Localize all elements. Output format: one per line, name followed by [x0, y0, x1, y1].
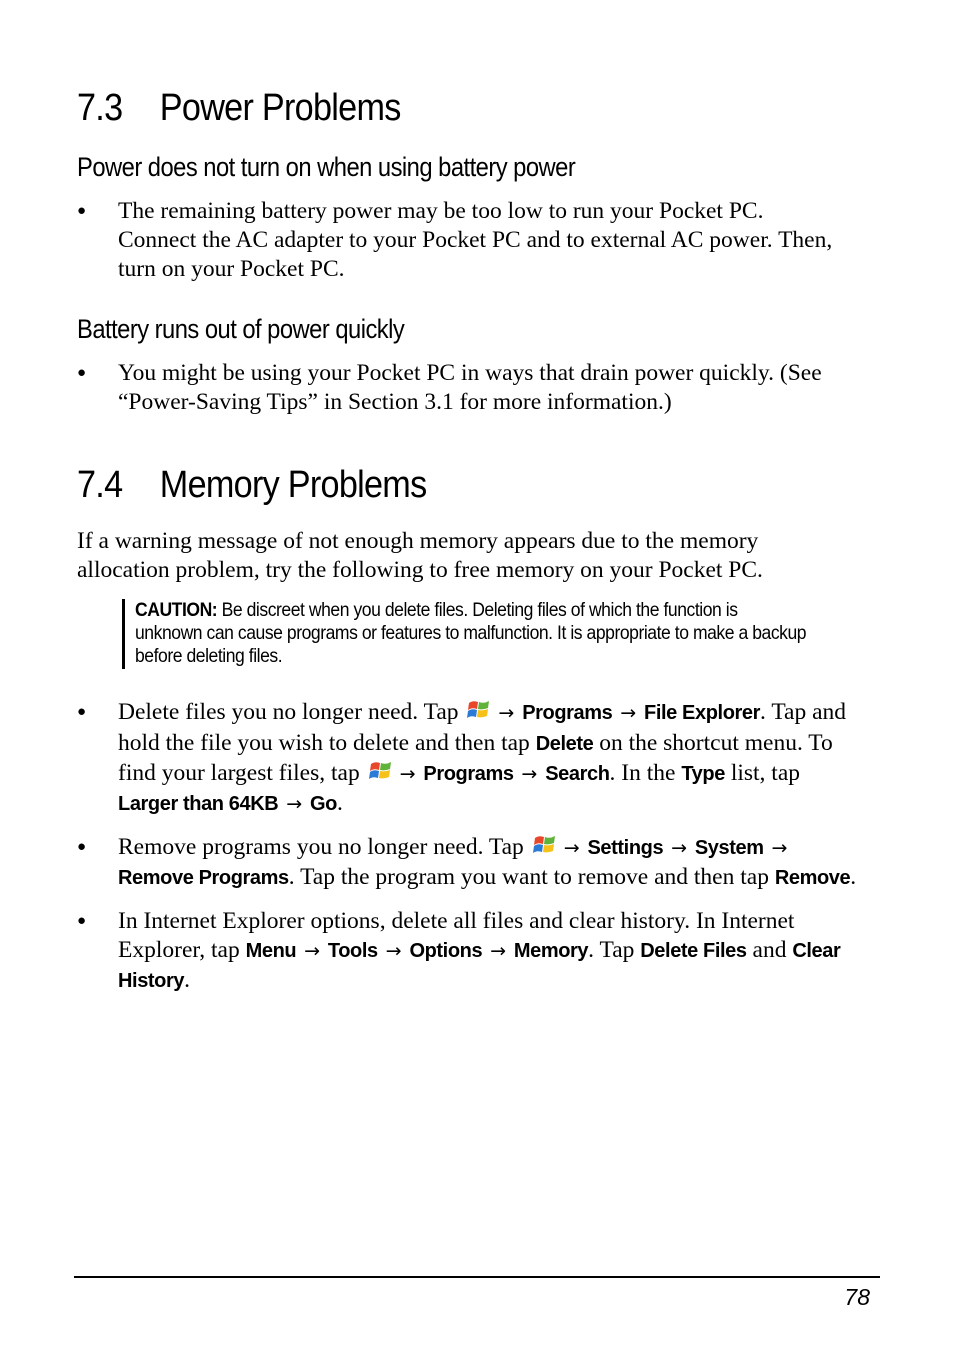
- bullet-text: [118, 359, 882, 417]
- caution-line: unknown can cause programs or features to malfunction. It is appropriate to make a backup: [135, 622, 807, 644]
- bullet-item: [77, 359, 882, 417]
- text-line: [118, 833, 882, 863]
- subheading-battery-drain: Battery runs out of power quickly: [77, 314, 405, 344]
- arrow-icon: →: [620, 702, 637, 724]
- arrow-icon: →: [385, 940, 402, 962]
- bullet-item: [77, 907, 882, 997]
- section-number: 7.4: [77, 464, 123, 506]
- text-line: In Internet Explorer options, delete all files and clear history. In Internet: [118, 908, 795, 934]
- ui-term: Delete Files: [640, 940, 747, 962]
- ui-term: Clear: [792, 940, 841, 962]
- ui-term: Larger than 64KB: [118, 793, 279, 815]
- text-line: The remaining battery power may be too low to run your Pocket PC.: [118, 198, 764, 224]
- page-number: 78: [844, 1284, 870, 1310]
- text-line: [118, 966, 882, 996]
- arrow-icon: →: [521, 763, 538, 785]
- text: . In the: [609, 760, 682, 786]
- section-heading-7-4: [77, 463, 426, 507]
- text-line: turn on your Pocket PC.: [118, 256, 345, 282]
- bullet-item: [77, 698, 882, 820]
- text-line: allocation problem, try the following to free memory on your Pocket PC.: [77, 557, 763, 583]
- section-title: Memory Problems: [159, 464, 427, 506]
- text: Explorer, tap: [118, 937, 246, 963]
- caution-line: before deleting files.: [135, 645, 283, 667]
- windows-flag-icon: [466, 698, 492, 722]
- arrow-icon: →: [304, 940, 321, 962]
- footer-rule: [74, 1276, 880, 1278]
- bullet-text: [118, 833, 882, 893]
- ui-term: Settings: [587, 837, 664, 859]
- ui-term: Go: [309, 793, 337, 815]
- bullet-dot: ●: [77, 203, 87, 219]
- ui-term: Programs: [522, 702, 613, 724]
- text: hold the file you wish to delete and then tap: [118, 730, 536, 756]
- text-line: You might be using your Pocket PC in ways that drain power quickly. (See: [118, 360, 822, 386]
- intro-paragraph: [77, 527, 882, 585]
- bullet-dot: ●: [77, 913, 87, 929]
- text-line: If a warning message of not enough memory appears due to the memory: [77, 528, 759, 554]
- ui-term: System: [694, 837, 764, 859]
- text: on the shortcut menu. To: [593, 730, 833, 756]
- text-line: [118, 698, 882, 729]
- arrow-icon: →: [771, 837, 788, 859]
- text: .: [184, 967, 190, 993]
- text-line: [118, 729, 882, 759]
- section-title: Power Problems: [159, 87, 401, 129]
- bullet-item: [77, 833, 882, 893]
- ui-term: Tools: [327, 940, 378, 962]
- ui-term: Search: [545, 763, 610, 785]
- text: and: [746, 937, 793, 963]
- bullet-item: [77, 197, 882, 284]
- ui-term: Memory: [513, 940, 589, 962]
- bullet-text: [118, 197, 882, 284]
- ui-term: Remove Programs: [118, 867, 289, 889]
- caution-note: [122, 599, 895, 669]
- ui-term: File Explorer: [644, 702, 760, 724]
- text-line: [118, 789, 882, 819]
- arrow-icon: →: [671, 837, 687, 859]
- text-line: [118, 936, 882, 966]
- text-line: “Power-Saving Tips” in Section 3.1 for more information.): [118, 389, 672, 415]
- windows-flag-icon: [532, 833, 558, 857]
- text: . Tap and: [760, 699, 847, 725]
- text: . Tap: [588, 937, 641, 963]
- bullet-text: [118, 698, 882, 819]
- arrow-icon: →: [490, 940, 506, 962]
- arrow-icon: →: [498, 702, 515, 724]
- bullet-dot: ●: [77, 704, 87, 720]
- text: .: [850, 864, 857, 890]
- bullet-dot: ●: [77, 365, 87, 381]
- section-heading-7-3: [77, 86, 401, 130]
- text: list, tap: [724, 760, 801, 786]
- text: .: [336, 790, 343, 816]
- text-line: Connect the AC adapter to your Pocket PC and to external AC power. Then,: [118, 227, 833, 253]
- windows-flag-icon: [368, 759, 394, 783]
- ui-term: Type: [681, 763, 725, 785]
- caution-line: [135, 599, 819, 622]
- section-number: 7.3: [77, 87, 123, 129]
- ui-term: Options: [409, 940, 483, 962]
- ui-term: Programs: [423, 763, 514, 785]
- text: Remove programs you no longer need. Tap: [118, 834, 530, 860]
- text: Delete files you no longer need. Tap: [118, 699, 465, 725]
- ui-term: Delete: [535, 733, 594, 755]
- text: find your largest files, tap: [118, 760, 366, 786]
- text-line: [118, 863, 882, 893]
- ui-term: Remove: [774, 867, 851, 889]
- arrow-icon: →: [286, 793, 303, 815]
- arrow-icon: →: [563, 837, 580, 859]
- bullet-text: [118, 907, 882, 996]
- bullet-dot: ●: [77, 839, 87, 855]
- caution-text: Be discreet when you delete files. Deleting files of which the function is: [217, 599, 738, 621]
- arrow-icon: →: [399, 763, 416, 785]
- subheading-no-power: Power does not turn on when using battery power: [77, 152, 576, 182]
- text-line: [118, 759, 882, 789]
- ui-term: Menu: [245, 940, 297, 962]
- ui-term: History: [118, 970, 185, 992]
- caution-label: CAUTION:: [135, 599, 218, 621]
- text: . Tap the program you want to remove and then tap: [288, 864, 775, 890]
